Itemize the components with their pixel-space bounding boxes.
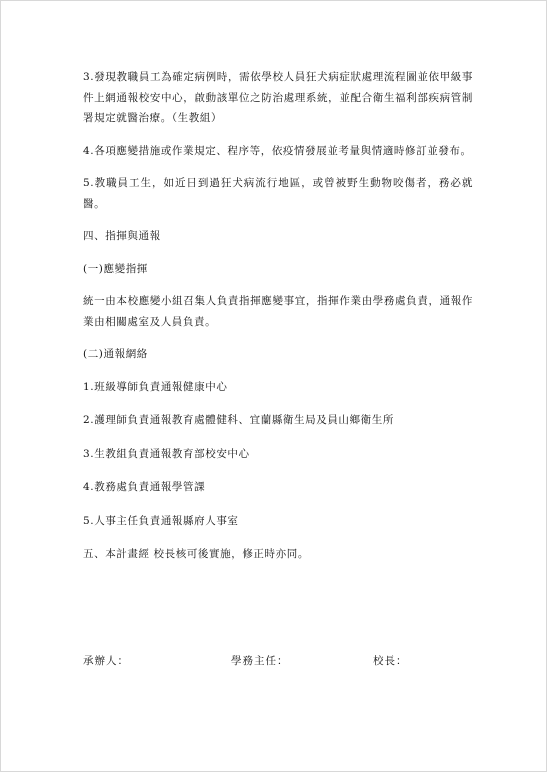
paragraph-command-responsibility: 統一由本校應變小組召集人負責指揮應變事宜，指揮作業由學務處負責，通報作業由相關處室及人員負責。: [83, 295, 473, 328]
list-item-reporting-5: 5.人事主任負責通報縣府人事室: [83, 514, 239, 527]
paragraph-seek-medical-care: 5.教職員工生，如近日到過狂犬病流行地區，或曾被野生動物咬傷者，務必就醫。: [83, 177, 473, 210]
signature-handler-label: 承辦人：: [83, 655, 129, 667]
subheading-emergency-command: (一)應變指揮: [83, 262, 148, 275]
signature-principal-label: 校長：: [373, 655, 408, 667]
list-item-reporting-4: 4.教務處負責通報學管課: [83, 481, 206, 493]
signature-row: [83, 653, 463, 669]
list-item-reporting-1: 1.班級導師負責通報健康中心: [83, 380, 228, 393]
document-body: [83, 67, 473, 577]
subheading-reporting-network: (二)通報網絡: [83, 348, 148, 360]
section-heading-command-reporting: 四、指揮與通報: [83, 230, 161, 242]
list-item-reporting-3: 3.生教組負責通報教育部校安中心: [83, 447, 250, 460]
section-heading-approval: 五、本計畫經 校長核可後實施，修正時亦同。: [83, 548, 309, 560]
list-item-reporting-2: 2.護理師負責通報教育處體健科、宜蘭縣衛生局及員山鄉衛生所: [83, 414, 394, 426]
signature-director-label: 學務主任：: [231, 655, 289, 667]
paragraph-measures-revision: 4.各項應變措施或作業規定、程序等，依疫情發展並考量與情適時修訂並發布。: [83, 144, 472, 157]
paragraph-confirmed-case-procedure: 3.發現教職員工為確定病例時，需依學校人員狂犬病症狀處理流程圖並依甲級事件上網通報校安中心，啟動該單位之防治處理系統，並配合衛生福利部疾病管制署規定就醫治療。（生教組）: [83, 71, 473, 124]
